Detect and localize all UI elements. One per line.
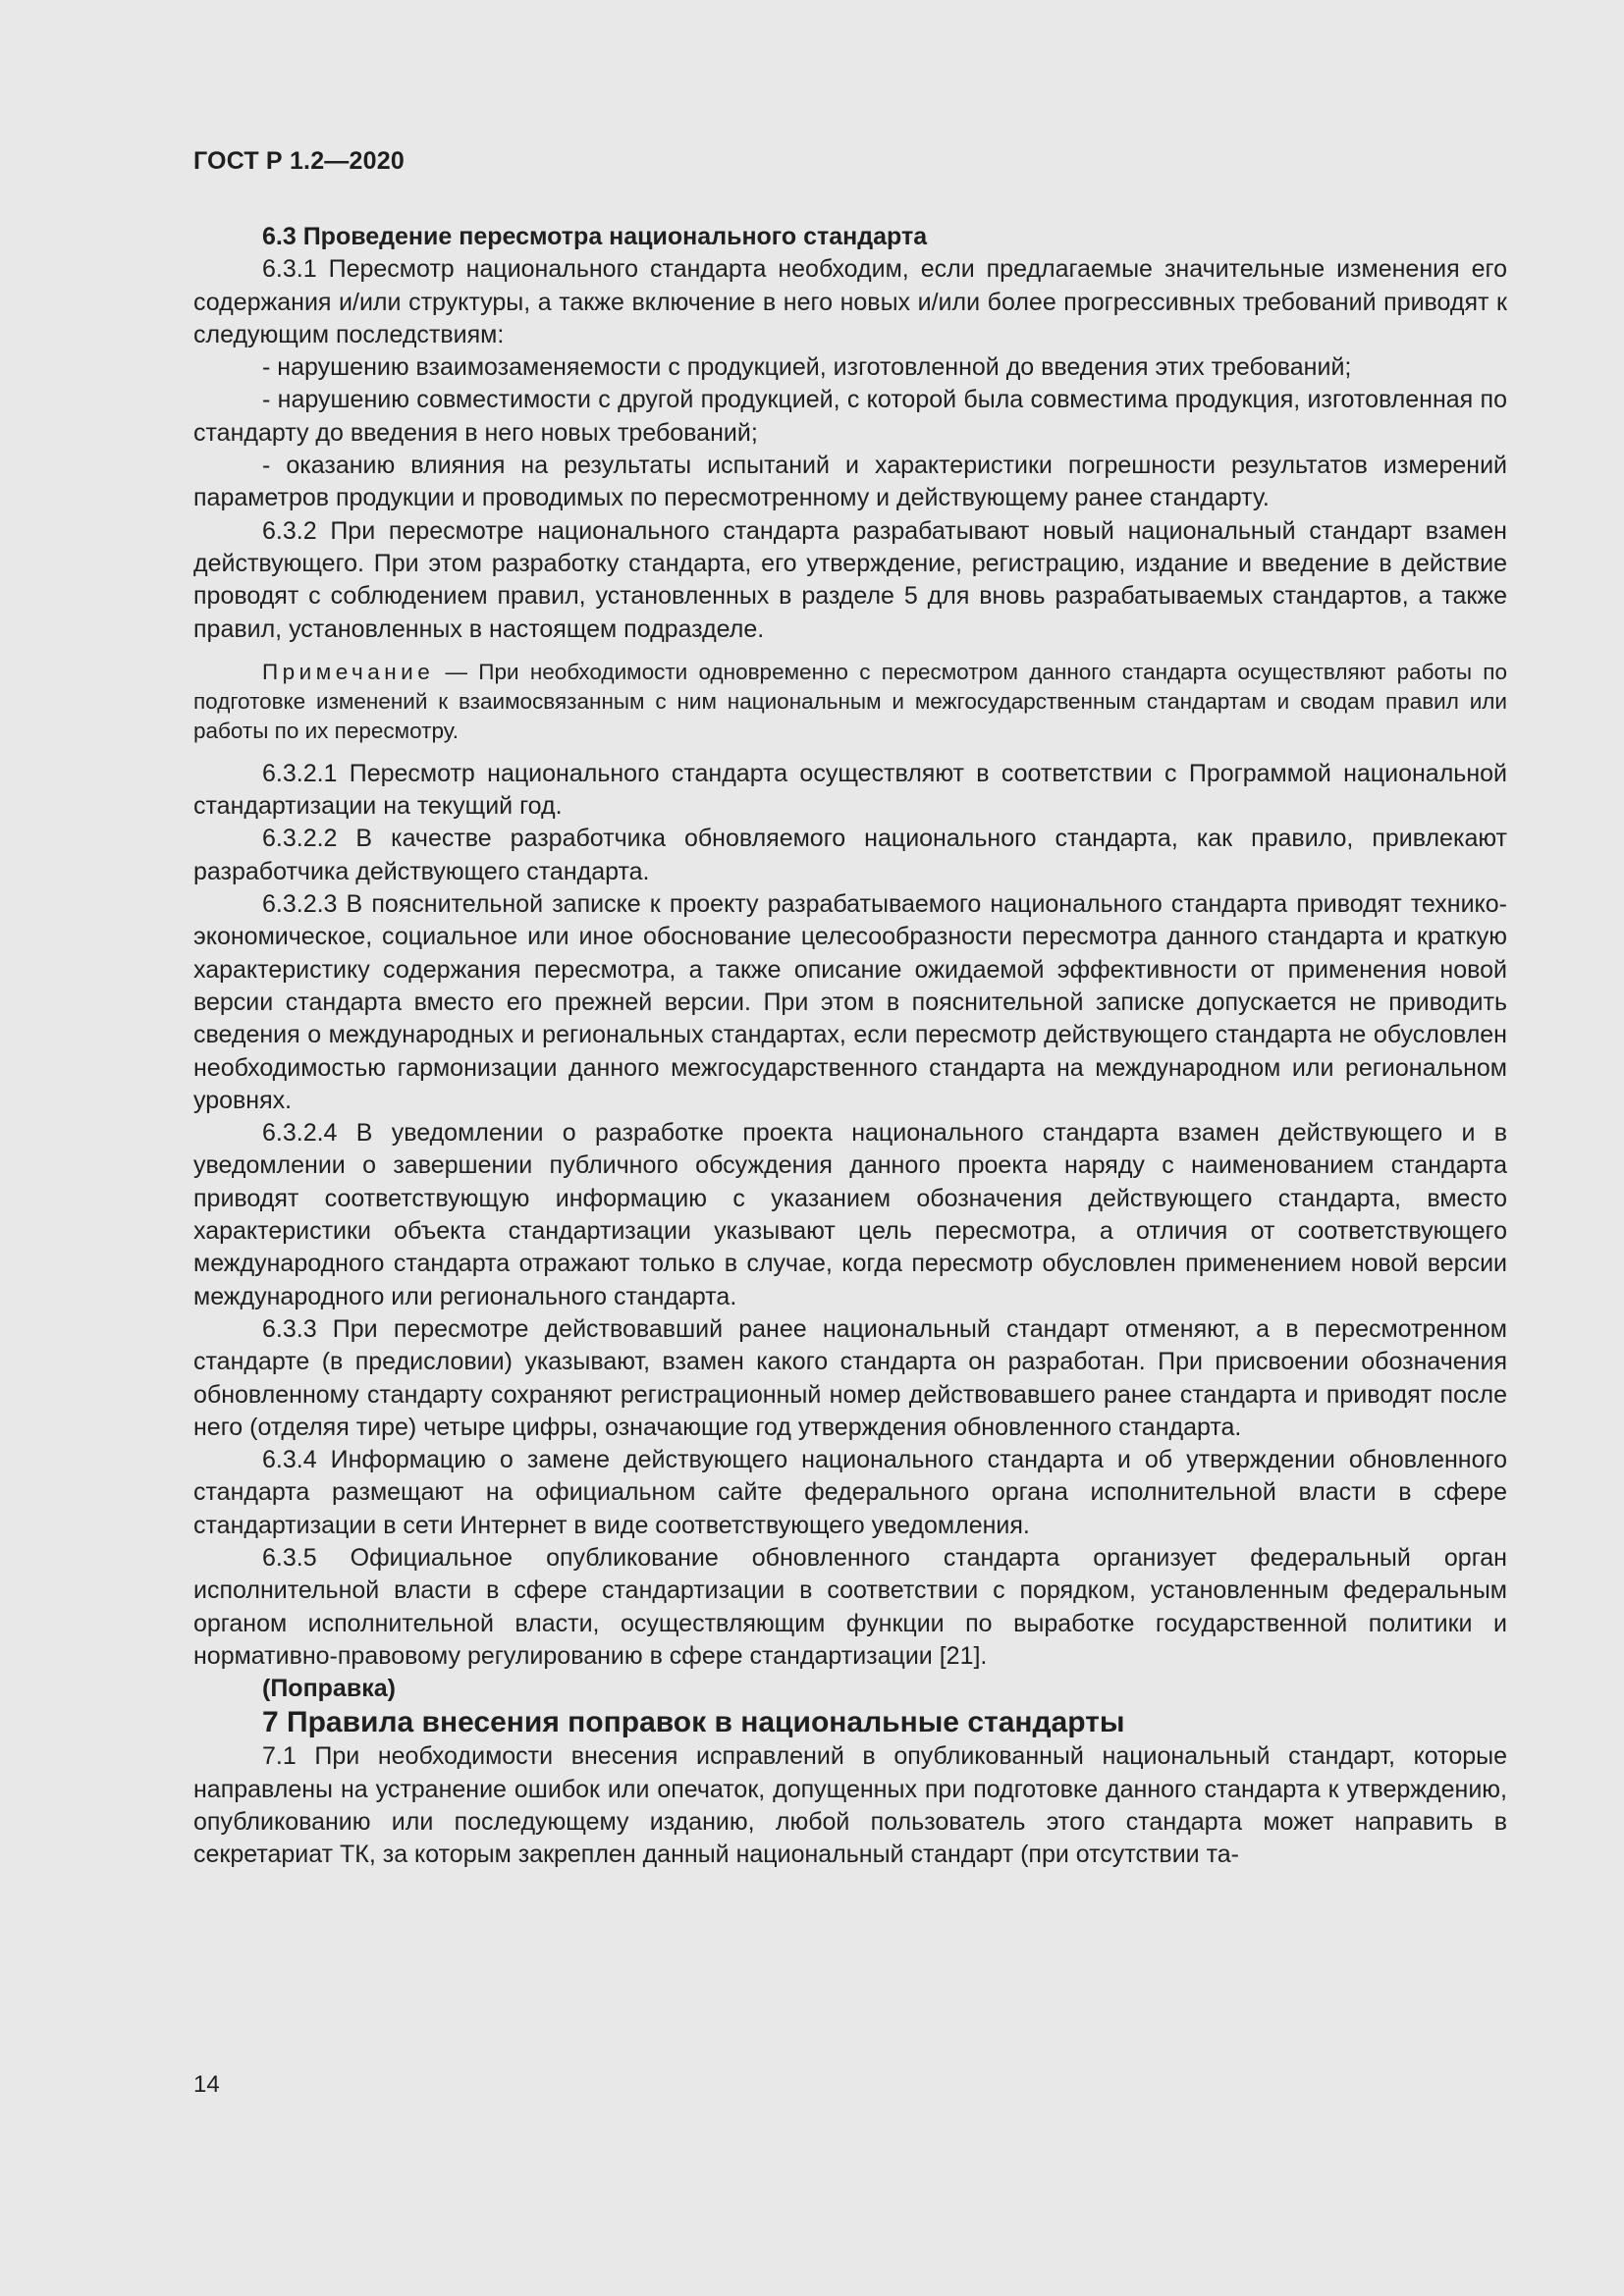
paragraph-6-3-2-1: 6.3.2.1 Пересмотр национального стандарта осуществляют в соответствии с Программой национальной стандартизации на текущий год. (193, 759, 1507, 821)
paragraph-6-3-2-4: 6.3.2.4 В уведомлении о разработке проекта национального стандарта взамен действующего и в уведомлении о завершении публичного обсуждения данного проекта наряду с наименованием стандарта приводят соответствующую информацию с указанием обозначения действующего стандарта, вместо характеристики объекта стандартизации указывают цель пересмотра, а отличия от соответствующего международного стандарта отражают только в случае, когда пересмотр обусловлен применением новой версии международного или регионального стандарта. (193, 1119, 1507, 1310)
paragraph-6-3-3: 6.3.3 При пересмотре действовавший ранее национальный стандарт отменяют, а в пересмотренном стандарте (в предисловии) указывают, взамен какого стандарта он разработан. При присвоении обозначения обновленному стандарту сохраняют регистрационный номер действовавшего ранее стандарта и приводят после него (отделяя тире) четыре цифры, означающие год утверждения обновленного стандарта. (193, 1314, 1507, 1441)
paragraph-6-3-5: 6.3.5 Официальное опубликование обновленного стандарта организует федеральный орган исполнительной власти в сфере стандартизации в соответствии с порядком, установленным федеральным органом исполнительной власти, осуществляющим функции по выработке государственной политики и нормативно-правовому регулированию в сфере стандартизации [21]. (193, 1543, 1507, 1670)
note-label: Примечание (262, 659, 435, 684)
list-item: - нарушению взаимозаменяемости с продукцией, изготовленной до введения этих требований; (262, 353, 1352, 382)
paragraph-6-3-2: 6.3.2 При пересмотре национального стандарта разрабатывают новый национальный стандарт взамен действующего. При этом разработку стандарта, его утверждение, регистрацию, издание и введение в действие проводят с соблюдением правил, установленных в разделе 5 для вновь разрабатываемых стандартов, а также правил, установленных в настоящем подразделе. (193, 516, 1507, 643)
paragraph-7-1: 7.1 При необходимости внесения исправлений в опубликованный национальный стандарт, которые направлены на устранение ошибок или опечаток, допущенных при подготовке данного стандарта к утверждению, опубликованию или последующему изданию, любой пользователь этого стандарта может направить в секретариат ТК, за которым закреплен данный национальный стандарт (при отсутствии та- (193, 1742, 1507, 1869)
document-page (193, 0, 1507, 2296)
amendment-mark: (Поправка) (262, 1675, 396, 1703)
page-number: 14 (193, 2071, 220, 2098)
document-body (193, 221, 1507, 1872)
paragraph-6-3-2-3: 6.3.2.3 В пояснительной записке к проекту разрабатываемого национального стандарта приводят технико-экономическое, социальное или иное обоснование целесообразности пересмотра данного стандарта и краткую характеристику содержания пересмотра, а также описание ожидаемой эффективности от применения новой версии стандарта вместо его прежней версии. При этом в пояснительной записке допускается не приводить сведения о международных и региональных стандартах, если пересмотр действующего стандарта не обусловлен необходимостью гармонизации данного межгосударственного стандарта на международном или региональном уровнях. (193, 890, 1507, 1114)
note-text: — При необходимости одновременно с пересмотром данного стандарта осуществляют работы по подготовке изменений к взаимосвязанным с ним национальным и межгосударственным стандартам и сводам правил или работы по их пересмотру. (193, 659, 1507, 743)
paragraph-6-3-4: 6.3.4 Информацию о замене действующего национального стандарта и об утверждении обновленного стандарта размещают на официальном сайте федерального органа исполнительной власти в сфере стандартизации в сети Интернет в виде соответствующего уведомления. (193, 1446, 1507, 1539)
subsection-heading-6-3: 6.3 Проведение пересмотра национального стандарта (262, 223, 928, 250)
paragraph-6-3-1: 6.3.1 Пересмотр национального стандарта необходим, если предлагаемые значительные изменения его содержания и/или структуры, а также включение в него новых и/или более прогрессивных требований приводят к следующим последствиям: (193, 255, 1507, 348)
paragraph-6-3-2-2: 6.3.2.2 В качестве разработчика обновляемого национального стандарта, как правило, привлекают разработчика действующего стандарта. (193, 825, 1507, 885)
section-heading-7: 7 Правила внесения поправок в национальные стандарты (262, 1706, 1125, 1739)
document-code-header: ГОСТ Р 1.2—2020 (193, 147, 405, 175)
note (193, 658, 1507, 746)
list-item: - нарушению совместимости с другой продукцией, с которой была совместима продукция, изготовленная по стандарту до введения в него новых требований; (193, 386, 1507, 447)
list-item: - оказанию влияния на результаты испытаний и характеристики погрешности результатов измерений параметров продукции и проводимых по пересмотренному и действующему ранее стандарту. (193, 452, 1507, 512)
